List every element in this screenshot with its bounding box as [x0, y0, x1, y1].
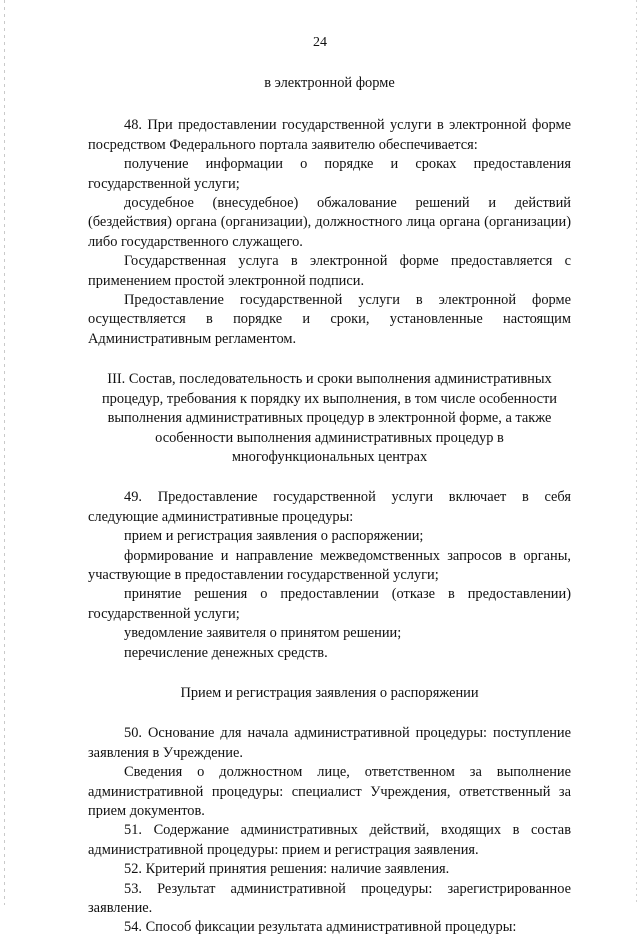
- paragraph-50: 50. Основание для начала административной процедуры: поступление заявления в Учреждение.: [88, 725, 571, 761]
- paragraph-54: 54. Способ фиксации результата административной процедуры:: [124, 919, 517, 936]
- subsection-heading: Прием и регистрация заявления о распоряжении: [180, 684, 479, 701]
- section-3-heading: III. Состав, последовательность и сроки выполнения административных процедур, требования к порядку их выполнения, в том числе особенности выполнения административных процедур в электронной форме, а также особенности выполнения административных процедур в многофункциональных центрах: [101, 371, 558, 465]
- paragraph-48-intro: 48. При предоставлении государственной услуги в электронной форме посредством Федерального портала заявителю обеспечивается:: [88, 117, 571, 153]
- paragraph-49-intro: 49. Предоставление государственной услуги включает в себя следующие административные процедуры:: [88, 489, 571, 525]
- paragraph-52: 52. Критерий принятия решения: наличие заявления.: [124, 861, 450, 878]
- paragraph-49-item-2: формирование и направление межведомственных запросов в органы, участвующие в предоставлении государственной услуги;: [88, 547, 571, 583]
- paragraph-48-regulation: Предоставление государственной услуги в электронной форме осуществляется в порядке и сроки, установленные настоящим Административным регламентом.: [88, 292, 571, 347]
- scan-edge-left: [4, 0, 5, 905]
- paragraph-48-item-2: досудебное (внесудебное) обжалование решений и действий (бездействия) органа (организации), должностного лица органа (организации) либо государственного служащего.: [88, 195, 571, 250]
- scan-edge-right: [636, 0, 637, 905]
- continuation-heading: в электронной форме: [264, 75, 395, 91]
- paragraph-48-item-1: получение информации о порядке и сроках предоставления государственной услуги;: [88, 156, 571, 192]
- paragraph-48-signature: Государственная услуга в электронной форме предоставляется с применением простой электронной подписи.: [88, 253, 571, 289]
- paragraph-51: 51. Содержание административных действий, входящих в состав административной процедуры: прием и регистрация заявления.: [88, 822, 571, 858]
- paragraph-53: 53. Результат административной процедуры: зарегистрированное заявление.: [88, 880, 571, 917]
- paragraph-49-item-4: уведомление заявителя о принятом решении;: [124, 625, 402, 642]
- page-number: 24: [313, 35, 327, 50]
- paragraph-49-item-1: прием и регистрация заявления о распоряжении;: [124, 528, 424, 545]
- document-body: [88, 74, 571, 938]
- paragraph-50-responsible: Сведения о должностном лице, ответственном за выполнение административной процедуры: специалист Учреждения, ответственный за прием документов.: [88, 764, 571, 819]
- paragraph-49-item-5: перечисление денежных средств.: [124, 644, 328, 661]
- paragraph-49-item-3: принятие решения о предоставлении (отказе в предоставлении) государственной услуги;: [88, 586, 571, 622]
